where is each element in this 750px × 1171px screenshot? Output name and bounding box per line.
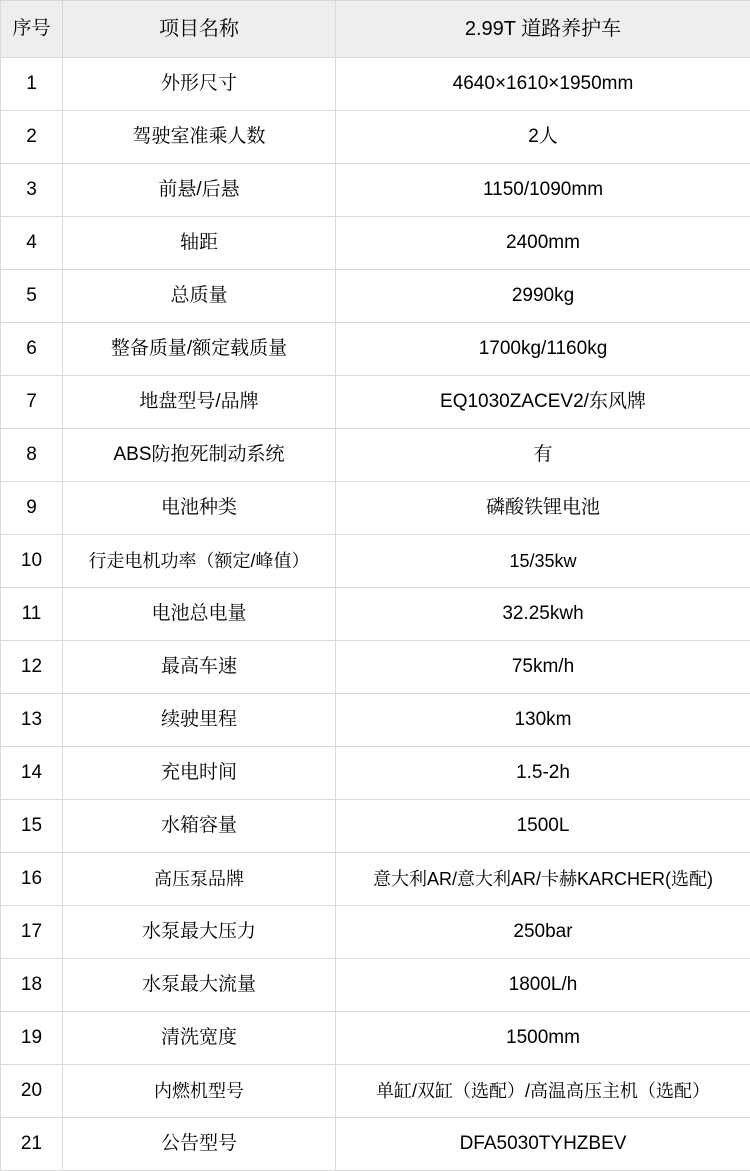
cell-item-name: 水泵最大压力 bbox=[63, 906, 336, 959]
cell-item-name: 驾驶室准乘人数 bbox=[63, 111, 336, 164]
table-row bbox=[1, 1012, 750, 1065]
cell-item-name: 最高车速 bbox=[63, 641, 336, 694]
cell-item-value: 15/35kw bbox=[336, 535, 750, 588]
cell-item-value: 2990kg bbox=[336, 270, 750, 323]
cell-item-name: 电池种类 bbox=[63, 482, 336, 535]
cell-item-name: 整备质量/额定载质量 bbox=[63, 323, 336, 376]
cell-item-name: 前悬/后悬 bbox=[63, 164, 336, 217]
cell-item-name: 行走电机功率（额定/峰值） bbox=[63, 535, 336, 588]
cell-index: 9 bbox=[1, 482, 63, 535]
cell-index: 17 bbox=[1, 906, 63, 959]
cell-item-name: 清洗宽度 bbox=[63, 1012, 336, 1065]
cell-item-name: 高压泵品牌 bbox=[63, 853, 336, 906]
table-row bbox=[1, 482, 750, 535]
table-row bbox=[1, 1065, 750, 1118]
cell-item-name: 内燃机型号 bbox=[63, 1065, 336, 1118]
cell-index: 10 bbox=[1, 535, 63, 588]
table-row bbox=[1, 376, 750, 429]
cell-item-value: 磷酸铁锂电池 bbox=[336, 482, 750, 535]
cell-index: 12 bbox=[1, 641, 63, 694]
cell-item-value: 1500L bbox=[336, 800, 750, 853]
cell-item-name: 续驶里程 bbox=[63, 694, 336, 747]
cell-index: 21 bbox=[1, 1118, 63, 1171]
cell-index: 14 bbox=[1, 747, 63, 800]
table-header-row bbox=[1, 1, 750, 58]
cell-item-value: 1.5-2h bbox=[336, 747, 750, 800]
cell-item-value: DFA5030TYHZBEV bbox=[336, 1118, 750, 1171]
cell-index: 4 bbox=[1, 217, 63, 270]
table-row bbox=[1, 270, 750, 323]
column-header-name: 项目名称 bbox=[63, 1, 336, 58]
cell-item-name: 总质量 bbox=[63, 270, 336, 323]
cell-item-value: 1150/1090mm bbox=[336, 164, 750, 217]
cell-item-value: 130km bbox=[336, 694, 750, 747]
cell-index: 13 bbox=[1, 694, 63, 747]
cell-item-value: 75km/h bbox=[336, 641, 750, 694]
cell-index: 15 bbox=[1, 800, 63, 853]
cell-index: 16 bbox=[1, 853, 63, 906]
table-row bbox=[1, 853, 750, 906]
column-header-value: 2.99T 道路养护车 bbox=[336, 1, 750, 58]
cell-item-value: 单缸/双缸（选配）/高温高压主机（选配） bbox=[336, 1065, 750, 1118]
cell-index: 19 bbox=[1, 1012, 63, 1065]
cell-item-name: 充电时间 bbox=[63, 747, 336, 800]
cell-item-value: 2400mm bbox=[336, 217, 750, 270]
table-row bbox=[1, 164, 750, 217]
table-row bbox=[1, 323, 750, 376]
cell-item-value: 4640×1610×1950mm bbox=[336, 58, 750, 111]
cell-item-name: 轴距 bbox=[63, 217, 336, 270]
cell-item-name: 公告型号 bbox=[63, 1118, 336, 1171]
cell-item-name: 地盘型号/品牌 bbox=[63, 376, 336, 429]
cell-item-value: 250bar bbox=[336, 906, 750, 959]
table-row bbox=[1, 747, 750, 800]
cell-index: 18 bbox=[1, 959, 63, 1012]
table-row bbox=[1, 58, 750, 111]
cell-index: 2 bbox=[1, 111, 63, 164]
cell-index: 3 bbox=[1, 164, 63, 217]
cell-item-name: 水泵最大流量 bbox=[63, 959, 336, 1012]
cell-index: 20 bbox=[1, 1065, 63, 1118]
cell-item-value: 1500mm bbox=[336, 1012, 750, 1065]
cell-index: 5 bbox=[1, 270, 63, 323]
cell-index: 6 bbox=[1, 323, 63, 376]
table-row bbox=[1, 217, 750, 270]
cell-item-value: 32.25kwh bbox=[336, 588, 750, 641]
table-body bbox=[1, 58, 750, 1171]
table-row bbox=[1, 906, 750, 959]
table-row bbox=[1, 588, 750, 641]
table-header bbox=[1, 1, 750, 58]
cell-index: 7 bbox=[1, 376, 63, 429]
cell-item-value: 1700kg/1160kg bbox=[336, 323, 750, 376]
cell-item-value: 2人 bbox=[336, 111, 750, 164]
cell-index: 8 bbox=[1, 429, 63, 482]
cell-item-name: 电池总电量 bbox=[63, 588, 336, 641]
table-row bbox=[1, 429, 750, 482]
table-row bbox=[1, 694, 750, 747]
table-row bbox=[1, 1118, 750, 1171]
cell-item-name: ABS防抱死制动系统 bbox=[63, 429, 336, 482]
column-header-index: 序号 bbox=[1, 1, 63, 58]
cell-index: 1 bbox=[1, 58, 63, 111]
cell-item-value: EQ1030ZACEV2/东风牌 bbox=[336, 376, 750, 429]
cell-item-value: 意大利AR/意大利AR/卡赫KARCHER(选配) bbox=[336, 853, 750, 906]
cell-item-name: 外形尺寸 bbox=[63, 58, 336, 111]
cell-index: 11 bbox=[1, 588, 63, 641]
table-row bbox=[1, 959, 750, 1012]
table-row bbox=[1, 800, 750, 853]
cell-item-value: 有 bbox=[336, 429, 750, 482]
table-row bbox=[1, 535, 750, 588]
table-row bbox=[1, 111, 750, 164]
cell-item-name: 水箱容量 bbox=[63, 800, 336, 853]
table-row bbox=[1, 641, 750, 694]
cell-item-value: 1800L/h bbox=[336, 959, 750, 1012]
